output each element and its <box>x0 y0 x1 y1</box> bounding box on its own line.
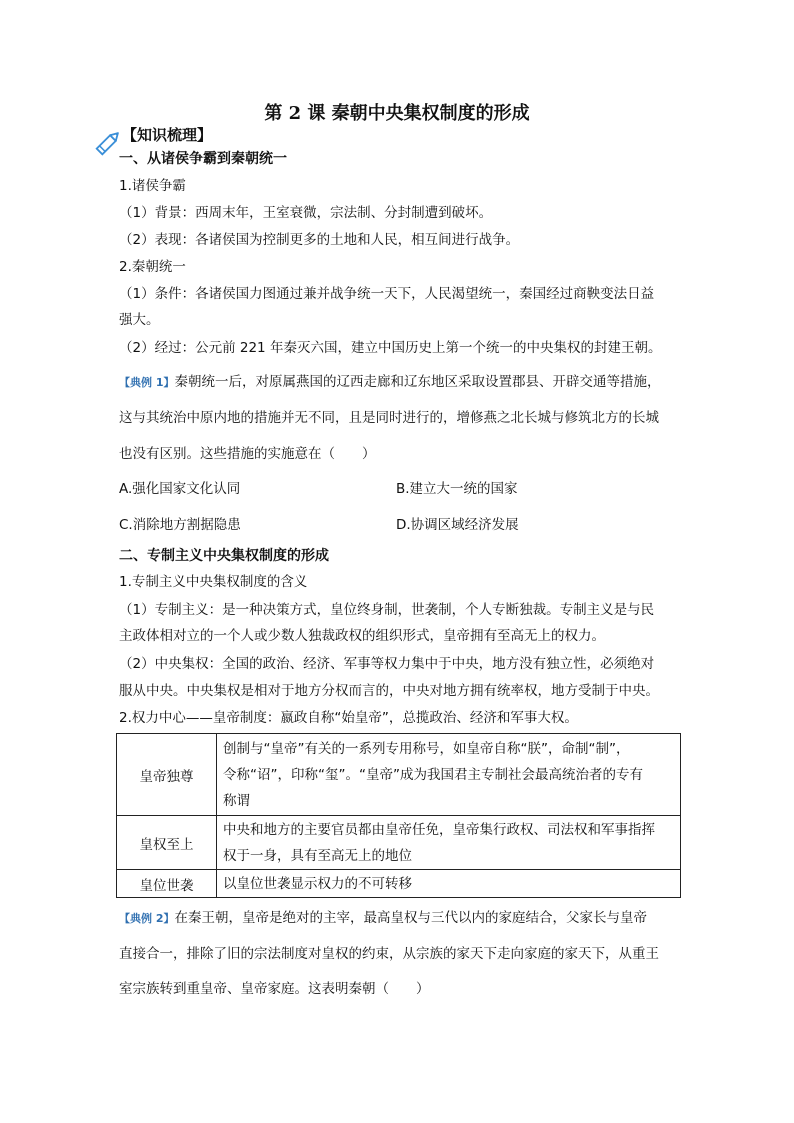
table-row <box>117 870 681 898</box>
section2-p1a: （1）专制主义：是一种决策方式，皇位终身制，世袭制，个人专断独裁。专制主义是与民 <box>119 602 655 618</box>
option-c: C.消除地方割据隐患 <box>119 517 241 533</box>
table-row <box>117 734 681 816</box>
emperor-system-table <box>116 733 681 898</box>
table-cell-line: 中央和地方的主要官员都由皇帝任免，皇帝集行政权、司法权和军事指挥 <box>223 821 655 838</box>
example1-text1: 秦朝统一后，对原属燕国的辽西走廊和辽东地区采取设置郡县、开辟交通等措施， <box>174 374 661 390</box>
example2-line3: 室宗族转到重皇帝、皇帝家庭。这表明秦朝（ ） <box>119 981 430 997</box>
section1-p1: （1）背景：西周末年，王室衰微，宗法制、分封制遭到破坏。 <box>119 205 493 221</box>
table-row-content <box>217 734 681 816</box>
table-row-head: 皇权至上 <box>117 816 217 870</box>
table-row <box>117 816 681 870</box>
example2-line2: 直接合一，排除了旧的宗法制度对皇权的约束，从宗族的家天下走向家庭的家天下，从重王 <box>119 946 659 962</box>
table-cell-line: 创制与“皇帝”有关的一系列专用称号，如皇帝自称“朕”，命制“制”， <box>223 740 630 757</box>
table-cell-line: 称谓 <box>223 792 250 809</box>
table-cell-line: 权于一身，具有至高无上的地位 <box>223 847 412 864</box>
table-row-head: 皇位世袭 <box>117 870 217 898</box>
example1-tag: 【典例 1】 <box>119 376 175 389</box>
section1-p4: （2）经过：公元前 221 年秦灭六国，建立中国历史上第一个统一的中央集权的封建王朝。 <box>119 340 662 356</box>
example2-tag: 【典例 2】 <box>119 912 175 925</box>
section1-p3a: （1）条件：各诸侯国力图通过兼并战争统一天下，人民渴望统一，秦国经过商鞅变法日益 <box>119 286 655 302</box>
section1-heading: 一、从诸侯争霸到秦朝统一 <box>119 151 287 167</box>
option-a: A.强化国家文化认同 <box>119 481 241 497</box>
section2-p2b: 服从中央。中央集权是相对于地方分权而言的，中央对地方拥有统率权，地方受制于中央。 <box>119 683 659 699</box>
example2-line1 <box>119 906 647 926</box>
section1-sub2: 2.秦朝统一 <box>119 259 186 275</box>
table-row-content <box>217 816 681 870</box>
example1-line3: 也没有区别。这些措施的实施意在（ ） <box>119 446 376 462</box>
section1-sub1: 1.诸侯争霸 <box>119 178 186 194</box>
option-b: B.建立大一统的国家 <box>396 481 518 497</box>
example2-text1: 在秦王朝，皇帝是绝对的主宰，最高皇权与三代以内的家庭结合，父家长与皇帝 <box>174 910 647 926</box>
section2-sub2: 2.权力中心——皇帝制度：嬴政自称“始皇帝”，总揽政治、经济和军事大权。 <box>119 710 578 726</box>
example1-line2: 这与其统治中原内地的措施并无不同，且是同时进行的，增修燕之北长城与修筑北方的长城 <box>119 410 659 426</box>
table-row-head: 皇帝独尊 <box>117 734 217 816</box>
section1-p2: （2）表现：各诸侯国为控制更多的土地和人民，相互间进行战争。 <box>119 232 520 248</box>
section1-p3b: 强大。 <box>119 312 160 328</box>
section-header-label: 【知识梳理】 <box>122 126 213 144</box>
table-cell-line: 以皇位世袭显示权力的不可转移 <box>223 875 412 892</box>
section2-p2a: （2）中央集权：全国的政治、经济、军事等权力集中于中央，地方没有独立性，必须绝对 <box>119 656 655 672</box>
page-title: 第 2 课 秦朝中央集权制度的形成 <box>264 103 530 124</box>
example1-line1 <box>119 370 660 390</box>
section2-p1b: 主政体相对立的一个人或少数人独裁政权的组织形式，皇帝拥有至高无上的权力。 <box>119 628 605 644</box>
table-cell-line: 令称“诏”，印称“玺”。“皇帝”成为我国君主专制社会最高统治者的专有 <box>223 766 643 783</box>
option-d: D.协调区域经济发展 <box>396 517 519 533</box>
table-row-content <box>217 870 681 898</box>
section2-heading: 二、专制主义中央集权制度的形成 <box>119 548 329 564</box>
section2-sub1: 1.专制主义中央集权制度的含义 <box>119 574 308 590</box>
